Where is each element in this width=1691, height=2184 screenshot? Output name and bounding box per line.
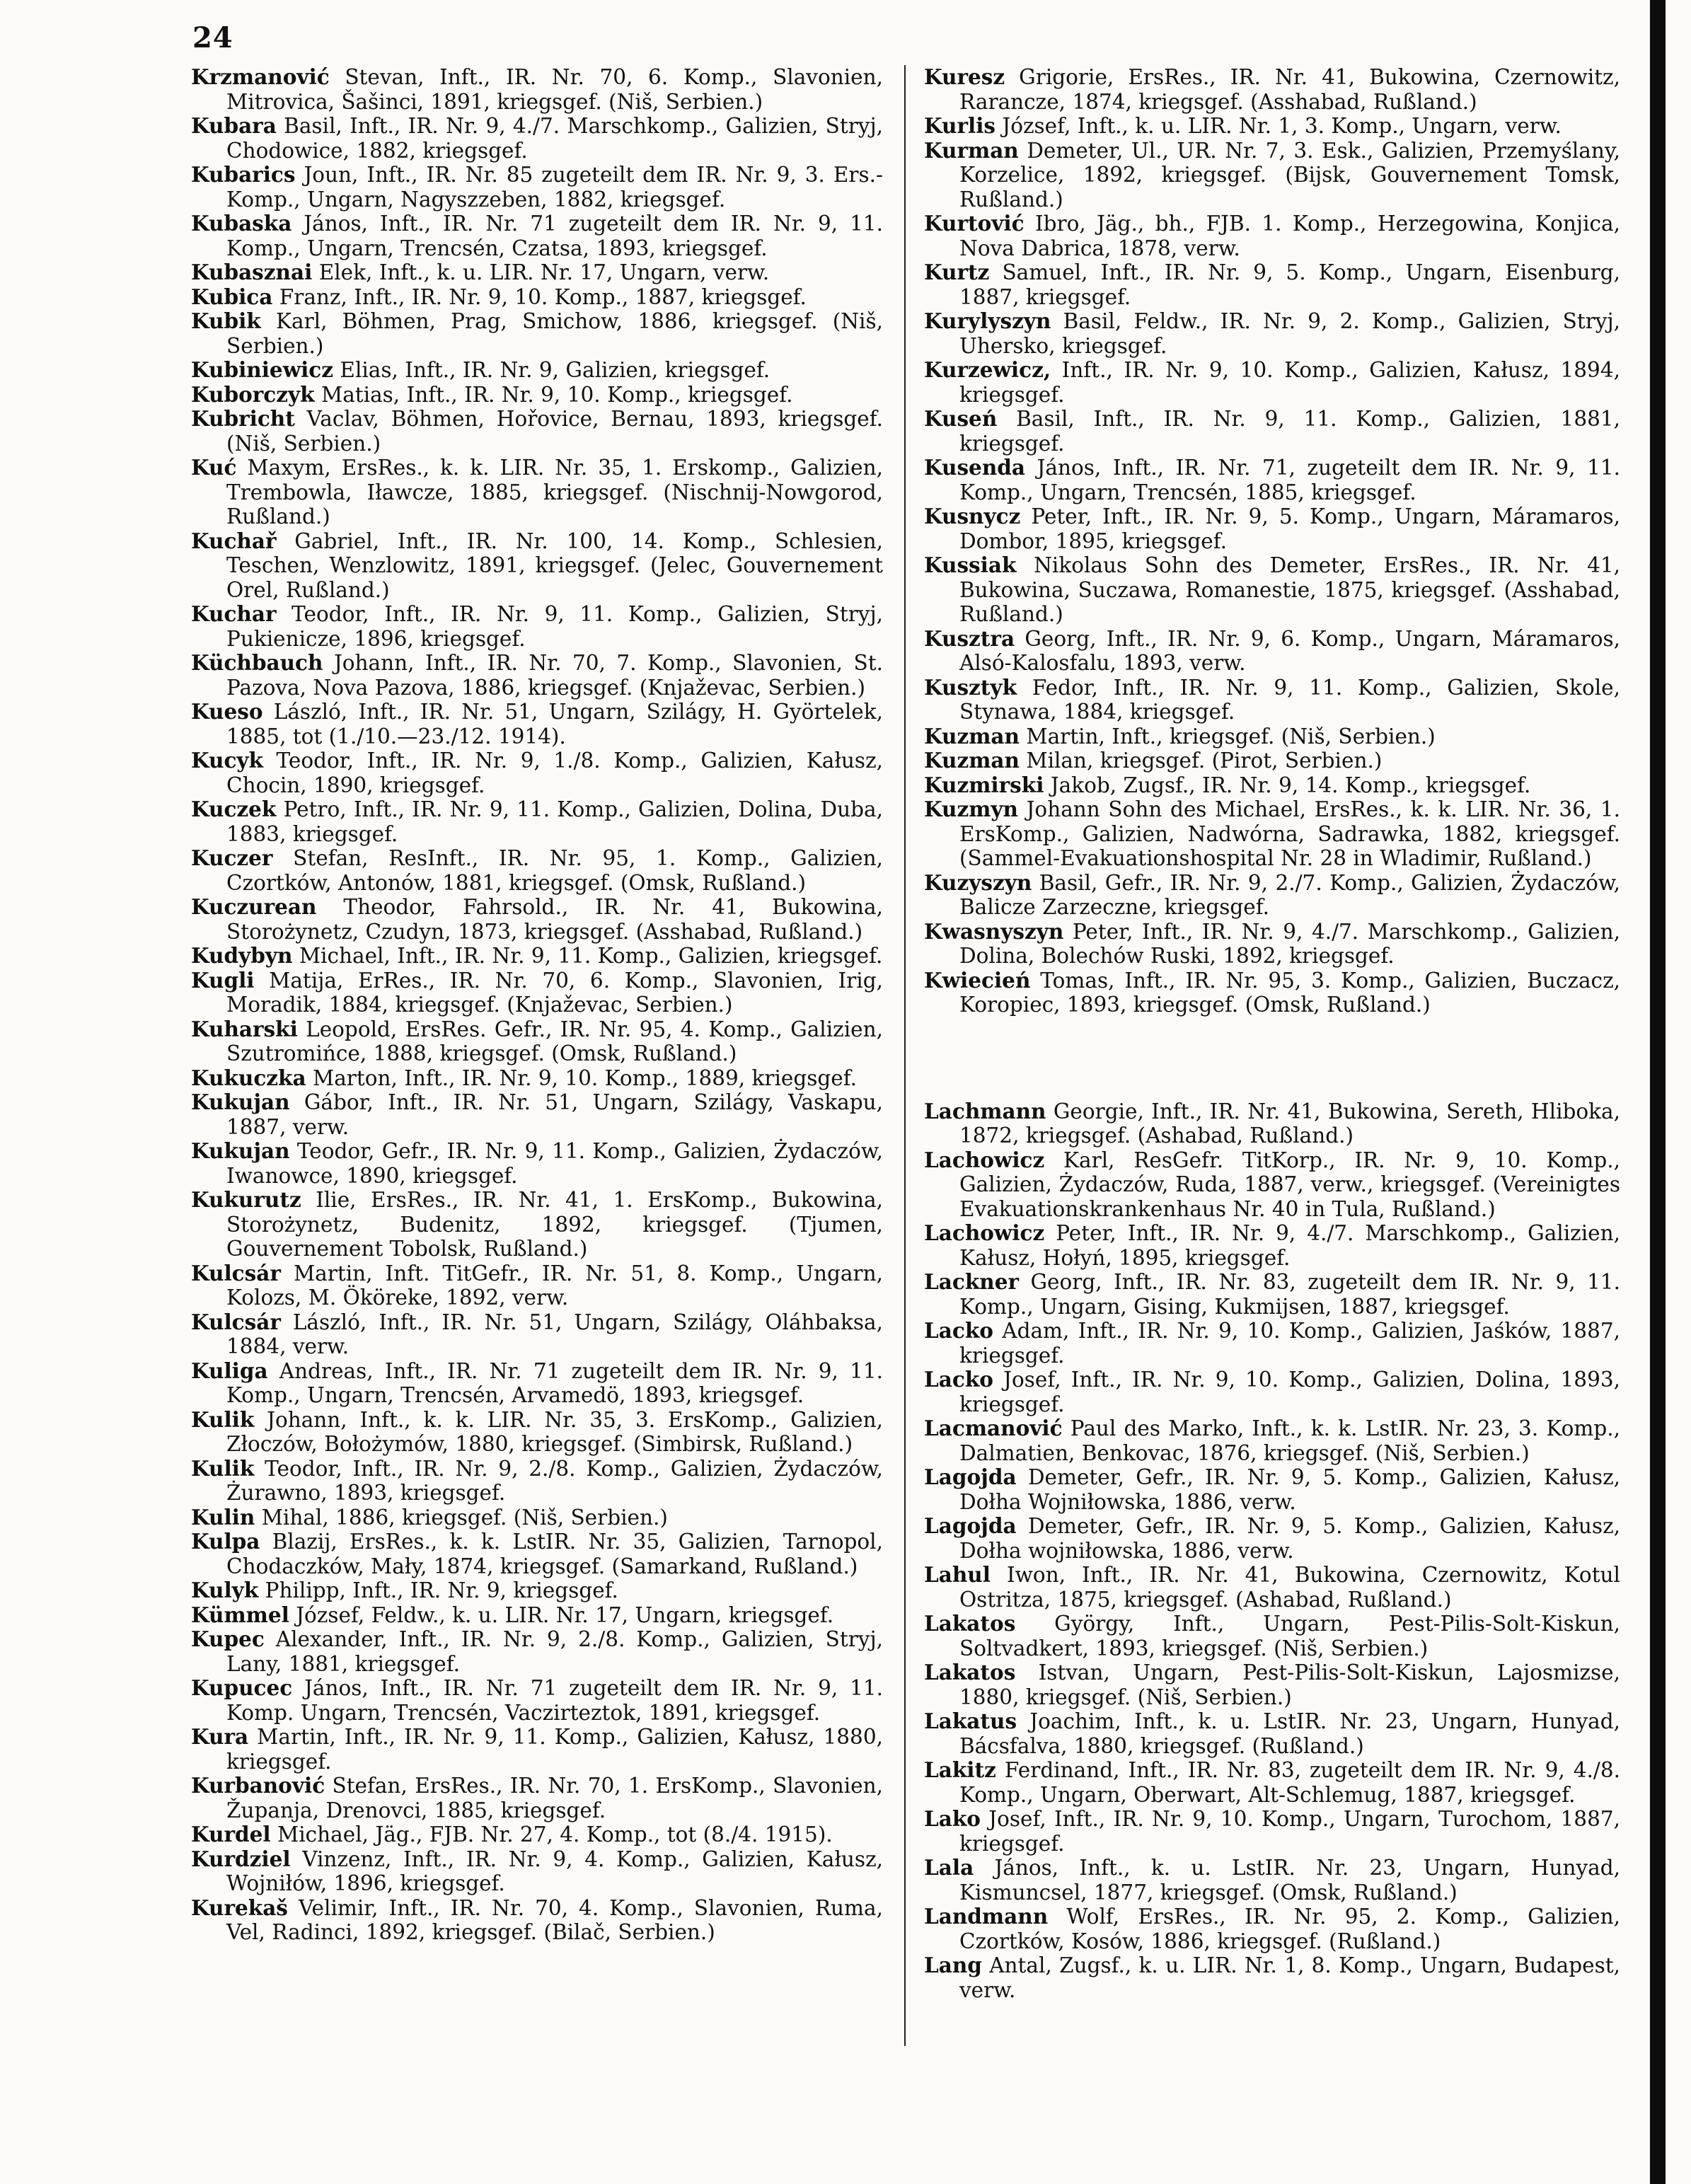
entry-surname: Krzmanović	[191, 64, 330, 89]
entry-surname: Kussiak	[924, 553, 1017, 577]
entry-details: Martin, Inft., IR. Nr. 9, 11. Komp., Galizien, Kałusz, 1880, kriegsgef.	[226, 1725, 883, 1774]
entry-details: Paul des Marko, Inft., k. k. LstIR. Nr. 23, 3. Komp., Dalmatien, Benkovac, 1876, kriegsgef. (Niš, Serbien.)	[959, 1416, 1620, 1465]
entry-details: Basil, Gefr., IR. Nr. 9, 2./7. Komp., Galizien, Żydaczów, Balicze Zarzeczne, kriegsgef.	[959, 870, 1620, 919]
list-entry	[191, 1090, 883, 1139]
list-entry	[191, 846, 883, 895]
entry-details: Georg, Inft., IR. Nr. 9, 6. Komp., Ungarn, Máramaros, Alsó-Kalosfalu, 1893, verw.	[959, 626, 1620, 675]
entry-surname: Kucyk	[191, 748, 263, 773]
list-entry	[924, 309, 1620, 358]
list-entry	[924, 1612, 1620, 1660]
list-entry	[191, 1261, 883, 1310]
entry-details: Peter, Inft., IR. Nr. 9, 4./7. Marschkomp., Galizien, Dolina, Bolechów Ruski, 1892, kriegsgef.	[959, 919, 1620, 968]
list-entry	[924, 676, 1620, 724]
entry-surname: Lachowicz	[924, 1220, 1045, 1245]
list-entry	[924, 1099, 1620, 1148]
list-entry	[924, 1221, 1620, 1270]
entry-details: Maxym, ErsRes., k. k. LIR. Nr. 35, 1. Erskomp., Galizien, Trembowla, Iławcze, 1885, kriegsgef. (Nischnij-Nowgorod, Rußland.)	[226, 456, 883, 528]
entry-surname: Kuchar	[191, 601, 277, 626]
entry-surname: Kurylyszyn	[924, 308, 1051, 333]
entry-surname: Lakatus	[924, 1709, 1017, 1733]
entry-details: Philipp, Inft., IR. Nr. 9, kriegsgef.	[265, 1578, 618, 1602]
entry-surname: Lachmann	[924, 1098, 1046, 1123]
entry-surname: Lachowicz	[924, 1147, 1045, 1172]
entry-details: Tomas, Inft., IR. Nr. 95, 3. Komp., Galizien, Buczacz, Koropiec, 1893, kriegsgef. (Omsk, Rußland.)	[959, 968, 1620, 1017]
entry-surname: Kuczek	[191, 797, 277, 821]
entry-details: Karl, ResGefr. TitKorp., IR. Nr. 9, 10. Komp., Galizien, Żydaczów, Ruda, 1887, verw., kriegsgef. (Vereinigtes Evakuationskrankenhaus Nr. 40 in Tula, Rußland.)	[959, 1148, 1620, 1221]
list-entry	[191, 1066, 883, 1091]
list-entry	[191, 285, 883, 310]
entry-surname: Kuchař	[191, 528, 277, 553]
list-entry	[924, 553, 1620, 627]
list-entry	[191, 1774, 883, 1822]
list-entry	[191, 1359, 883, 1408]
entry-details: Milan, kriegsgef. (Pirot, Serbien.)	[1026, 749, 1383, 773]
entry-details: Vinzenz, Inft., IR. Nr. 9, 4. Komp., Galizien, Kałusz, Wojniłów, 1896, kriegsgef.	[226, 1847, 883, 1895]
list-entry	[924, 1368, 1620, 1416]
entry-surname: Lakatos	[924, 1660, 1016, 1685]
entry-details: Velimir, Inft., IR. Nr. 70, 4. Komp., Slavonien, Ruma, Vel, Radinci, 1892, kriegsgef. (Bilač, Serbien.)	[226, 1895, 883, 1944]
entry-surname: Kukuczka	[191, 1065, 306, 1090]
entry-surname: Lacko	[924, 1367, 993, 1392]
list-entry	[191, 1188, 883, 1261]
entry-surname: Kurlis	[924, 113, 996, 138]
entry-details: Petro, Inft., IR. Nr. 9, 11. Komp., Galizien, Dolina, Duba, 1883, kriegsgef.	[226, 797, 883, 846]
column-divider	[904, 65, 906, 2046]
entry-details: Stevan, Inft., IR. Nr. 70, 6. Komp., Slavonien, Mitrovica, Šašinci, 1891, kriegsgef. (Niš, Serbien.)	[226, 65, 883, 114]
list-entry	[191, 383, 883, 408]
entry-details: Fedor, Inft., IR. Nr. 9, 11. Komp., Galizien, Skole, Stynawa, 1884, kriegsgef.	[959, 675, 1620, 724]
entry-surname: Kwasnyszyn	[924, 918, 1064, 944]
entry-surname: Kuczer	[191, 845, 273, 870]
list-entry	[924, 1758, 1620, 1807]
entry-surname: Kurdel	[191, 1822, 271, 1847]
list-entry	[191, 749, 883, 797]
entry-details: Josef, Inft., IR. Nr. 9, 10. Komp., Ungarn, Turochom, 1887, kriegsgef.	[959, 1807, 1620, 1856]
entry-surname: Kuborczyk	[191, 381, 315, 407]
entry-details: Jakob, Zugsf., IR. Nr. 9, 14. Komp., kriegsgef.	[1050, 773, 1531, 797]
entry-surname: Kurzewicz,	[924, 357, 1051, 382]
entry-details: Martin, Inft., kriegsgef. (Niš, Serbien.)	[1026, 724, 1436, 749]
entry-details: Grigorie, ErsRes., IR. Nr. 41, Bukowina, Czernowitz, Rarancze, 1874, kriegsgef. (Asshabad, Rußland.)	[959, 65, 1620, 114]
entry-surname: Kulpa	[191, 1529, 260, 1554]
entry-surname: Kupec	[191, 1627, 265, 1651]
list-entry	[191, 1847, 883, 1896]
entry-surname: Kulik	[191, 1406, 255, 1432]
entry-details: Ibro, Jäg., bh., FJB. 1. Komp., Herzegowina, Konjica, Nova Dabrica, 1878, verw.	[959, 212, 1620, 260]
entry-surname: Kuzyszyn	[924, 869, 1032, 895]
entry-details: Teodor, Inft., IR. Nr. 9, 2./8. Komp., Galizien, Żydaczów, Żurawno, 1893, kriegsgef.	[226, 1456, 883, 1505]
entry-details: Basil, Feldw., IR. Nr. 9, 2. Komp., Galizien, Stryj, Uhersko, kriegsgef.	[959, 309, 1620, 358]
entry-details: László, Inft., IR. Nr. 51, Ungarn, Szilágy, Oláhbaksa, 1884, verw.	[226, 1310, 883, 1358]
list-entry	[924, 114, 1620, 139]
list-entry	[924, 212, 1620, 260]
entry-details: Adam, Inft., IR. Nr. 9, 10. Komp., Galizien, Jaśków, 1887, kriegsgef.	[959, 1319, 1620, 1368]
left-column	[191, 65, 883, 1945]
entry-surname: Kurman	[924, 137, 1019, 163]
entry-surname: Kurtović	[924, 211, 1025, 236]
entry-surname: Kuzman	[924, 748, 1020, 773]
entry-surname: Lakitz	[924, 1757, 996, 1782]
entry-details: Michael, Inft., IR. Nr. 9, 11. Komp., Galizien, kriegsgef.	[299, 944, 883, 968]
list-entry	[191, 944, 883, 969]
entry-surname: Lackner	[924, 1269, 1020, 1294]
entry-surname: Kurekaš	[191, 1895, 288, 1920]
entry-surname: Kusztyk	[924, 674, 1017, 700]
list-entry	[924, 65, 1620, 114]
entry-details: Demeter, Ul., UR. Nr. 7, 3. Esk., Galizien, Przemyślany, Korzelice, 1892, kriegsgef. (Bijsk, Gouvernement Tomsk, Rußland.)	[959, 138, 1620, 212]
entry-details: Inft., IR. Nr. 9, 10. Komp., Galizien, Kałusz, 1894, kriegsgef.	[959, 358, 1620, 407]
entry-details: János, Inft., IR. Nr. 71 zugeteilt dem IR. Nr. 9, 11. Komp., Ungarn, Trencsén, Czatsa, 1893, kriegsgef.	[226, 212, 883, 260]
entry-details: Joun, Inft., IR. Nr. 85 zugeteilt dem IR. Nr. 9, 3. Ers.-Komp., Ungarn, Nagyszzeben, 1882, kriegsgef.	[226, 163, 883, 212]
right-column	[924, 65, 1620, 2002]
entry-details: Antal, Zugsf., k. u. LIR. Nr. 1, 8. Komp., Ungarn, Budapest, verw.	[959, 1953, 1620, 2002]
entry-details: Basil, Inft., IR. Nr. 9, 4./7. Marschkomp., Galizien, Stryj, Chodowice, 1882, kriegsgef.	[226, 114, 883, 163]
list-entry	[191, 407, 883, 456]
list-entry	[191, 1310, 883, 1359]
entry-details: László, Inft., IR. Nr. 51, Ungarn, Szilágy, H. Györtelek, 1885, tot (1./10.—23./12. 1914).	[226, 700, 883, 749]
entry-surname: Kwiecień	[924, 967, 1031, 993]
entry-surname: Kukujan	[191, 1090, 290, 1114]
entry-surname: Lacko	[924, 1318, 993, 1343]
entry-surname: Kuharski	[191, 1016, 298, 1041]
list-entry	[191, 1603, 883, 1628]
scan-edge-border	[1650, 0, 1666, 2184]
entry-surname: Kümmel	[191, 1602, 289, 1627]
entry-details: Stefan, ResInft., IR. Nr. 95, 1. Komp., Galizien, Czortków, Antonów, 1881, kriegsgef. (Omsk, Rußland.)	[226, 846, 883, 895]
list-entry	[924, 773, 1620, 798]
list-entry	[924, 1319, 1620, 1368]
list-entry	[191, 65, 883, 114]
list-entry	[924, 871, 1620, 920]
entry-details: Demeter, Gefr., IR. Nr. 9, 5. Komp., Galizien, Kałusz, Dołha wojniłowska, 1886, verw.	[959, 1514, 1620, 1563]
entry-surname: Kusztra	[924, 625, 1015, 651]
entry-details: Teodor, Gefr., IR. Nr. 9, 11. Komp., Galizien, Żydaczów, Iwanowce, 1890, kriegsgef.	[226, 1139, 883, 1188]
entry-details: Joachim, Inft., k. u. LstIR. Nr. 23, Ungarn, Hunyad, Bácsfalva, 1880, kriegsgef. (Rußland.)	[959, 1709, 1620, 1758]
list-entry	[924, 724, 1620, 749]
list-entry	[924, 1856, 1620, 1905]
entry-surname: Kurdziel	[191, 1846, 291, 1871]
list-entry	[191, 1408, 883, 1457]
list-entry	[191, 651, 883, 700]
entry-details: Josef, Inft., IR. Nr. 9, 10. Komp., Galizien, Dolina, 1893, kriegsgef.	[959, 1368, 1620, 1416]
entry-details: Andreas, Inft., IR. Nr. 71 zugeteilt dem IR. Nr. 9, 11. Komp., Ungarn, Trencsén, Arvamedö, 1893, kriegsgef.	[226, 1358, 883, 1407]
entry-surname: Lala	[924, 1855, 974, 1880]
list-entry	[191, 163, 883, 212]
list-entry	[924, 1807, 1620, 1856]
list-entry	[924, 969, 1620, 1017]
entry-details: Michael, Jäg., FJB. Nr. 27, 4. Komp., tot (8./4. 1915).	[277, 1822, 833, 1847]
entry-details: János, Inft., IR. Nr. 71, zugeteilt dem IR. Nr. 9, 11. Komp., Ungarn, Trencsén, 1885, kriegsgef.	[959, 456, 1620, 504]
page-number: 24	[192, 21, 233, 54]
entry-details: Mihal, 1886, kriegsgef. (Niš, Serbien.)	[261, 1505, 668, 1530]
entry-surname: Kuzmyn	[924, 797, 1018, 821]
list-entry	[924, 797, 1620, 871]
entry-details: Demeter, Gefr., IR. Nr. 9, 5. Komp., Galizien, Kałusz, Dołha Wojniłowska, 1886, verw.	[959, 1465, 1620, 1514]
entry-surname: Kulin	[191, 1504, 255, 1530]
list-entry	[924, 1563, 1620, 1612]
entry-surname: Kudybyn	[191, 943, 293, 968]
list-entry	[191, 602, 883, 651]
entry-details: Basil, Inft., IR. Nr. 9, 11. Komp., Galizien, 1881, kriegsgef.	[959, 407, 1620, 456]
entry-surname: Kuresz	[924, 64, 1005, 89]
entry-details: Johann, Inft., IR. Nr. 70, 7. Komp., Slavonien, St. Pazova, Nova Pazova, 1886, kriegsgef. (Knjaževac, Serbien.)	[226, 651, 883, 700]
list-entry	[191, 1822, 883, 1847]
entry-surname: Kubiniewicz	[191, 357, 334, 382]
entry-surname: Lagojda	[924, 1464, 1017, 1489]
list-entry	[191, 895, 883, 944]
entry-details: Gabriel, Inft., IR. Nr. 100, 14. Komp., Schlesien, Teschen, Wenzlowitz, 1891, kriegsgef. (Jelec, Gouvernement Orel, Rußland.)	[226, 528, 883, 602]
entry-surname: Kuć	[191, 455, 237, 480]
entry-surname: Kueso	[191, 699, 263, 724]
entry-details: Teodor, Inft., IR. Nr. 9, 11. Komp., Galizien, Stryj, Pukienicze, 1896, kriegsgef.	[226, 602, 883, 651]
entry-details: Alexander, Inft., IR. Nr. 9, 2./8. Komp., Galizien, Stryj, Lany, 1881, kriegsgef.	[226, 1627, 883, 1676]
entry-surname: Kubica	[191, 284, 273, 309]
list-entry	[924, 1148, 1620, 1222]
list-entry	[924, 1416, 1620, 1465]
entry-surname: Kubasznai	[191, 260, 313, 284]
list-entry	[191, 700, 883, 749]
entry-surname: Kubricht	[191, 406, 295, 431]
list-entry	[191, 1725, 883, 1774]
list-entry	[191, 1627, 883, 1676]
entry-details: Georg, Inft., IR. Nr. 83, zugeteilt dem IR. Nr. 9, 11. Komp., Ungarn, Gising, Kukmijsen, 1887, kriegsgef.	[959, 1270, 1620, 1319]
entry-details: Matias, Inft., IR. Nr. 9, 10. Komp., kriegsgef.	[321, 382, 793, 407]
entry-details: Marton, Inft., IR. Nr. 9, 10. Komp., 1889, kriegsgef.	[313, 1065, 857, 1090]
entry-details: János, Inft., k. u. LstIR. Nr. 23, Ungarn, Hunyad, Kismuncsel, 1877, kriegsgef. (Omsk, Rußland.)	[959, 1856, 1620, 1905]
entry-details: Wolf, ErsRes., IR. Nr. 95, 2. Komp., Galizien, Czortków, Kosów, 1886, kriegsgef. (Rußland.)	[959, 1905, 1620, 1953]
entry-details: Stefan, ErsRes., IR. Nr. 70, 1. ErsKomp., Slavonien, Županja, Drenovci, 1885, kriegsgef.	[226, 1774, 883, 1822]
entry-surname: Landmann	[924, 1904, 1049, 1929]
entry-details: Johann, Inft., k. k. LIR. Nr. 35, 3. ErsKomp., Galizien, Złoczów, Bołożymów, 1880, kriegsgef. (Simbirsk, Rußland.)	[226, 1407, 883, 1456]
list-entry	[924, 139, 1620, 212]
entry-surname: Lang	[924, 1953, 982, 1977]
list-entry	[924, 1270, 1620, 1319]
entry-surname: Kura	[191, 1724, 249, 1749]
entry-surname: Kupucec	[191, 1675, 293, 1700]
entry-surname: Lagojda	[924, 1513, 1017, 1538]
list-entry	[191, 456, 883, 529]
entry-surname: Kukurutz	[191, 1187, 301, 1212]
list-entry	[191, 114, 883, 163]
list-entry	[191, 309, 883, 358]
entry-details: Vaclav, Böhmen, Hořovice, Bernau, 1893, kriegsgef. (Niš, Serbien.)	[226, 407, 883, 456]
entry-surname: Kugli	[191, 967, 255, 993]
entry-details: Ferdinand, Inft., IR. Nr. 83, zugeteilt dem IR. Nr. 9, 4./8. Komp., Ungarn, Oberwart, Alt-Schlemug, 1887, kriegsgef.	[959, 1758, 1620, 1807]
entry-surname: Lako	[924, 1806, 981, 1831]
list-entry	[191, 529, 883, 603]
list-entry	[924, 920, 1620, 969]
entry-details: Ilie, ErsRes., IR. Nr. 41, 1. ErsKomp., Bukowina, Storożynetz, Budenitz, 1892, kriegsgef. (Tjumen, Gouvernement Tobolsk, Rußland.)	[226, 1188, 884, 1261]
list-entry	[924, 1514, 1620, 1563]
entry-surname: Kuseń	[924, 406, 998, 431]
entry-details: Leopold, ErsRes. Gefr., IR. Nr. 95, 4. Komp., Galizien, Szutromińce, 1888, kriegsgef. (Omsk, Rußland.)	[226, 1017, 883, 1065]
entry-surname: Küchbauch	[191, 650, 323, 675]
entry-details: János, Inft., IR. Nr. 71 zugeteilt dem IR. Nr. 9, 11. Komp. Ungarn, Trencsén, Vaczirteztok, 1891, kriegsgef.	[226, 1676, 883, 1725]
entry-surname: Kusenda	[924, 455, 1026, 480]
entry-details: Theodor, Fahrsold., IR. Nr. 41, Bukowina, Storożynetz, Czudyn, 1873, kriegsgef. (Asshabad, Rußland.)	[226, 895, 883, 944]
entry-surname: Lakatos	[924, 1611, 1016, 1636]
entry-surname: Kubaska	[191, 211, 292, 236]
list-entry	[924, 407, 1620, 456]
entry-surname: Kulik	[191, 1455, 255, 1481]
entry-surname: Kubarics	[191, 162, 296, 187]
list-entry	[191, 1896, 883, 1945]
entry-surname: Kusnycz	[924, 504, 1021, 528]
entry-details: György, Inft., Ungarn, Pest-Pilis-Solt-Kiskun, Soltvadkert, 1893, kriegsgef. (Niš, Serbien.)	[959, 1612, 1620, 1660]
list-entry	[191, 260, 883, 285]
entry-details: Gábor, Inft., IR. Nr. 51, Ungarn, Szilágy, Vaskapu, 1887, verw.	[226, 1090, 883, 1139]
entry-details: Istvan, Ungarn, Pest-Pilis-Solt-Kiskun, Lajosmizse, 1880, kriegsgef. (Niš, Serbien.)	[959, 1660, 1620, 1709]
entry-surname: Kubik	[191, 308, 261, 333]
list-entry	[924, 456, 1620, 504]
list-entry	[924, 627, 1620, 676]
entry-details: Elek, Inft., k. u. LIR. Nr. 17, Ungarn, verw.	[318, 260, 770, 284]
entry-details: Iwon, Inft., IR. Nr. 41, Bukowina, Czernowitz, Kotul Ostritza, 1875, kriegsgef. (Ashabad, Rußland.)	[959, 1563, 1620, 1612]
entry-details: Teodor, Inft., IR. Nr. 9, 1./8. Komp., Galizien, Kałusz, Chocin, 1890, kriegsgef.	[226, 749, 883, 797]
entry-surname: Kulyk	[191, 1578, 259, 1602]
entry-surname: Kulcsár	[191, 1260, 281, 1285]
list-entry	[191, 1578, 883, 1603]
entry-details: Elias, Inft., IR. Nr. 9, Galizien, kriegsgef.	[340, 358, 771, 382]
entry-surname: Kurbanović	[191, 1773, 325, 1798]
list-entry	[191, 358, 883, 383]
entry-details: Samuel, Inft., IR. Nr. 9, 5. Komp., Ungarn, Eisenburg, 1887, kriegsgef.	[959, 260, 1621, 309]
list-entry	[924, 1905, 1620, 1953]
list-entry	[924, 749, 1620, 773]
list-entry	[924, 1709, 1620, 1758]
entry-details: Franz, Inft., IR. Nr. 9, 10. Komp., 1887, kriegsgef.	[279, 284, 807, 309]
list-entry	[191, 1017, 883, 1066]
entry-details: Blazij, ErsRes., k. k. LstIR. Nr. 35, Galizien, Tarnopol, Chodaczków, Mały, 1874, kriegsgef. (Samarkand, Rußland.)	[226, 1530, 883, 1578]
list-entry	[191, 212, 883, 260]
list-entry	[924, 260, 1620, 309]
list-entry	[924, 504, 1620, 553]
entry-surname: Kuzman	[924, 723, 1020, 749]
entry-details: Martin, Inft. TitGefr., IR. Nr. 51, 8. Komp., Ungarn, Kolozs, M. Ököreke, 1892, verw.	[226, 1261, 883, 1310]
list-entry	[924, 358, 1620, 407]
entry-details: Peter, Inft., IR. Nr. 9, 4./7. Marschkomp., Galizien, Kałusz, Hołyń, 1895, kriegsgef.	[959, 1221, 1620, 1270]
list-entry	[191, 1506, 883, 1530]
entry-surname: Kuczurean	[191, 894, 317, 919]
entry-surname: Lahul	[924, 1562, 991, 1587]
entry-surname: Kuliga	[191, 1358, 268, 1383]
list-entry	[924, 1953, 1620, 2002]
entry-details: Nikolaus Sohn des Demeter, ErsRes., IR. Nr. 41, Bukowina, Suczawa, Romanestie, 1875, kriegsgef. (Asshabad, Rußland.)	[959, 553, 1620, 626]
list-entry	[191, 1530, 883, 1578]
entry-surname: Kubara	[191, 113, 277, 138]
entry-surname: Lacmanović	[924, 1416, 1063, 1440]
list-entry	[191, 1457, 883, 1506]
entry-surname: Kuzmirski	[924, 772, 1044, 797]
list-entry	[191, 1139, 883, 1188]
entry-details: Johann Sohn des Michael, ErsRes., k. k. LIR. Nr. 36, 1. ErsKomp., Galizien, Nadwórna, Sadrawka, 1882, kriegsgef. (Sammel-Evakuationshospital Nr. 28 in Wladimir, Rußland.)	[959, 797, 1620, 870]
entry-surname: Kurtz	[924, 260, 990, 284]
list-entry	[191, 1676, 883, 1725]
list-entry	[924, 1660, 1620, 1709]
entry-details: Georgie, Inft., IR. Nr. 41, Bukowina, Sereth, Hliboka, 1872, kriegsgef. (Ashabad, Rußland.)	[959, 1099, 1620, 1148]
entry-details: Matija, ErRes., IR. Nr. 70, 6. Komp., Slavonien, Irig, Moradik, 1884, kriegsgef. (Knjaževac, Serbien.)	[226, 968, 883, 1017]
entry-details: Peter, Inft., IR. Nr. 9, 5. Komp., Ungarn, Máramaros, Dombor, 1895, kriegsgef.	[959, 504, 1620, 553]
list-entry	[191, 969, 883, 1017]
entry-details: József, Inft., k. u. LIR. Nr. 1, 3. Komp., Ungarn, verw.	[1002, 114, 1562, 138]
list-entry	[191, 797, 883, 846]
entry-details: József, Feldw., k. u. LIR. Nr. 17, Ungarn, kriegsgef.	[296, 1602, 834, 1627]
entry-surname: Kulcsár	[191, 1309, 281, 1334]
entry-surname: Kukujan	[191, 1138, 290, 1163]
entry-details: Karl, Böhmen, Prag, Smichow, 1886, kriegsgef. (Niš, Serbien.)	[226, 309, 883, 358]
list-entry	[924, 1465, 1620, 1514]
